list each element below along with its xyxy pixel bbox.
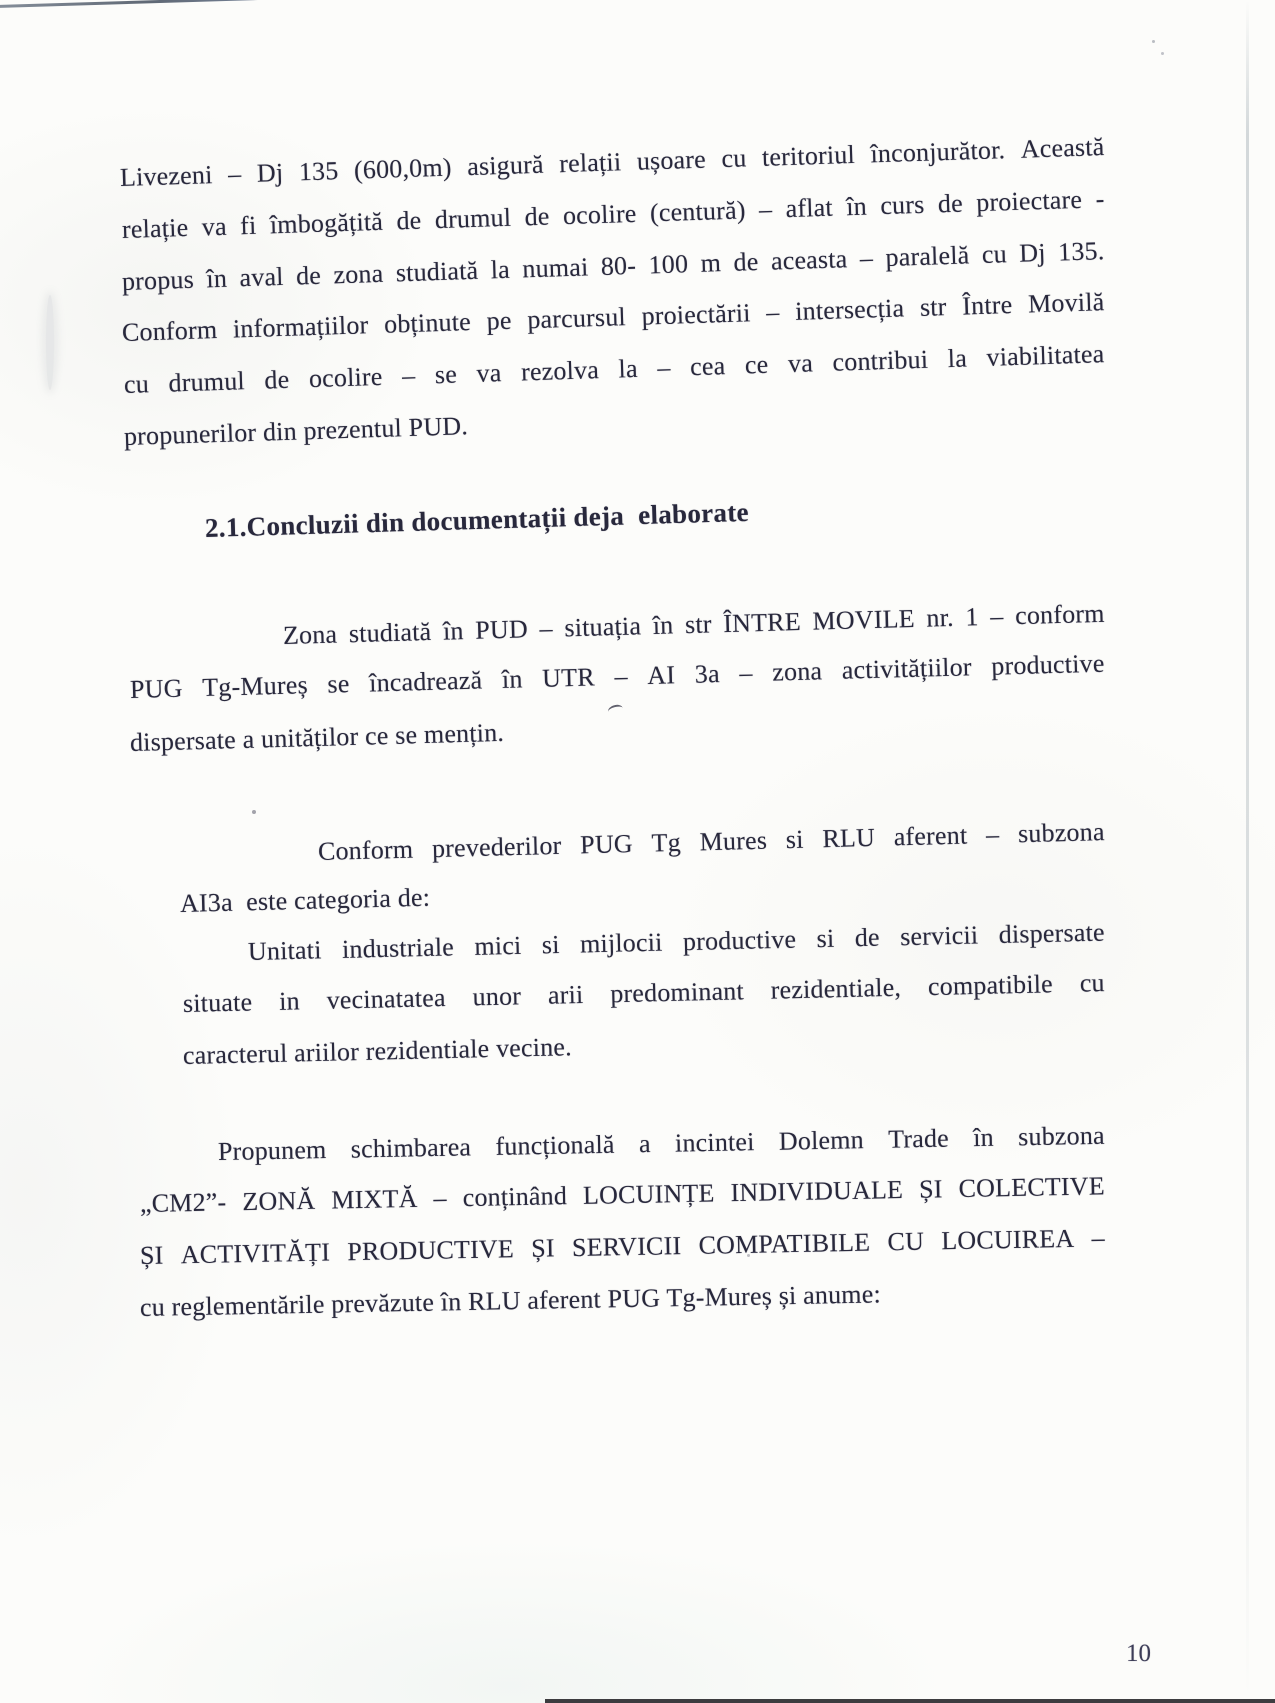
paragraph-2-line-1: Zona studiată în PUD – situația în str ÎNTRE MOVILE nr. 1 – conform bbox=[282, 598, 1105, 650]
scan-artifact-right-page-edge bbox=[1246, 0, 1249, 1703]
scan-artifact-smudge bbox=[46, 295, 54, 390]
scan-artifact-speck bbox=[252, 810, 256, 814]
paragraph-5-line-3: ȘI ACTIVITĂȚI PRODUCTIVE ȘI SERVICII COMPATIBILE CU LOCUIREA – bbox=[139, 1223, 1106, 1270]
paragraph-1-line-4: Conform informațiilor obținute pe parcursul proiectării – intersecția str Între Movilă bbox=[121, 287, 1105, 347]
scan-artifact-top-edge bbox=[0, 0, 458, 8]
paragraph-4-line-1: Unitati industriale mici si mijlocii productive si de servicii dispersate bbox=[247, 917, 1105, 966]
paragraph-3-line-2: AI3a este categoria de: bbox=[179, 882, 431, 918]
scan-artifact-pen-mark bbox=[607, 703, 624, 716]
paragraph-2-line-3: dispersate a unităților ce se mențin. bbox=[129, 717, 505, 757]
paragraph-1-line-5: cu drumul de ocolire – se va rezolva la – cea ce va contribui la viabilitatea bbox=[123, 339, 1105, 399]
paragraph-5-line-1: Propunem schimbarea funcțională a incintei Dolemn Trade în subzona bbox=[217, 1120, 1106, 1166]
section-heading: 2.1.Concluzii din documentații deja elaborate bbox=[204, 496, 750, 543]
paragraph-1-line-2: relație va fi îmbogățită de drumul de ocolire (centură) – aflat în curs de proiectare - bbox=[121, 184, 1105, 244]
paragraph-1-line-3: propus în aval de zona studiată la numai 80- 100 m de aceasta – paralelă cu Dj 135. bbox=[121, 236, 1105, 296]
paragraph-4-line-2: situate in vecinatatea unor arii predominant rezidentiale, compatibile cu bbox=[182, 968, 1106, 1018]
scan-artifact-bottom-edge bbox=[545, 1699, 1275, 1703]
paragraph-3-line-1: Conform prevederilor PUG Tg Mures si RLU aferent – subzona bbox=[317, 817, 1105, 866]
paragraph-2-line-2: PUG Tg-Mureș se încadrează în UTR – AI 3a – zona activitățiilor productive bbox=[129, 648, 1105, 704]
paragraph-1-line-6: propunerilor din prezentul PUD. bbox=[123, 411, 469, 451]
paragraph-4-line-3: caracterul ariilor rezidentiale vecine. bbox=[182, 1032, 573, 1070]
paragraph-1-line-1: Livezeni – Dj 135 (600,0m) asigură relații ușoare cu teritoriul înconjurător. Această bbox=[119, 132, 1105, 192]
paragraph-5-line-4: cu reglementările prevăzute în RLU aferent PUG Tg-Mureș și anume: bbox=[139, 1279, 882, 1322]
scan-artifact-speck bbox=[1161, 52, 1164, 55]
scan-artifact-speck bbox=[1152, 40, 1155, 43]
paragraph-5-line-2: „CM2”- ZONĂ MIXTĂ – conținând LOCUINȚE INDIVIDUALE ȘI COLECTIVE bbox=[139, 1171, 1106, 1218]
page-number: 10 bbox=[1126, 1640, 1151, 1667]
